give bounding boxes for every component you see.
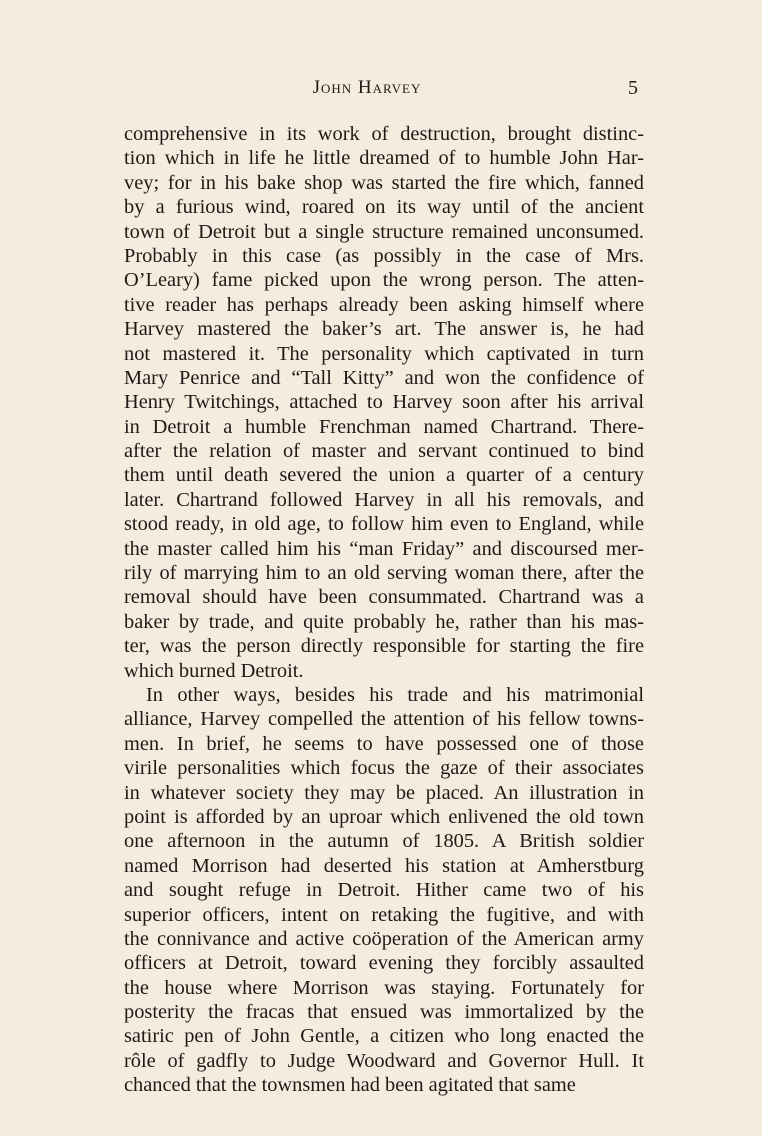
- text-line: comprehensive in its work of destruction, brought distinc-: [124, 123, 644, 145]
- paragraph: [124, 683, 644, 1098]
- page-number: 5: [628, 77, 638, 99]
- text-line: later. Chartrand followed Harvey in all his removals, and: [124, 488, 644, 511]
- text-line: Harvey mastered the baker’s art. The answer is, he had: [124, 318, 644, 341]
- text-line: tion which in life he little dreamed of to humble John Har-: [124, 147, 644, 170]
- text-line: one afternoon in the autumn of 1805. A British soldier: [124, 830, 644, 853]
- text-line: and sought refuge in Detroit. Hither came two of his: [124, 879, 644, 902]
- text-line: in whatever society they may be placed. An illustration in: [124, 781, 644, 804]
- text-line: Mary Penrice and “Tall Kitty” and won the confidence of: [124, 366, 644, 389]
- text-line: virile personalities which focus the gaze of their associates: [124, 757, 644, 780]
- text-line: the house where Morrison was staying. Fortunately for: [124, 976, 644, 999]
- text-line: by a furious wind, roared on its way until of the ancient: [124, 196, 644, 219]
- text-line: O’Leary) fame picked upon the wrong person. The atten-: [124, 269, 644, 292]
- text-line: which burned Detroit.: [124, 659, 304, 682]
- body-text: [124, 122, 644, 1098]
- running-head: [0, 74, 762, 102]
- text-line: town of Detroit but a single structure remained unconsumed.: [124, 220, 644, 243]
- text-line: tive reader has perhaps already been asking himself where: [124, 293, 644, 316]
- text-line: in Detroit a humble Frenchman named Chartrand. There-: [124, 415, 644, 438]
- text-line: In other ways, besides his trade and his matrimonial: [146, 683, 644, 706]
- running-title: John Harvey: [312, 77, 422, 98]
- text-line: superior officers, intent on retaking the fugitive, and with: [124, 903, 644, 926]
- text-line: alliance, Harvey compelled the attention of his fellow towns-: [124, 708, 644, 731]
- text-line: after the relation of master and servant continued to bind: [124, 440, 644, 463]
- text-line: not mastered it. The personality which captivated in turn: [124, 342, 644, 365]
- text-line: them until death severed the union a quarter of a century: [124, 464, 644, 487]
- text-line: the master called him his “man Friday” and discoursed mer-: [124, 537, 644, 560]
- text-line: rily of marrying him to an old serving woman there, after the: [124, 562, 644, 585]
- text-line: Henry Twitchings, attached to Harvey soon after his arrival: [124, 391, 644, 414]
- text-line: stood ready, in old age, to follow him even to England, while: [124, 513, 644, 536]
- text-line: ter, was the person directly responsible for starting the fire: [124, 635, 644, 658]
- text-line: baker by trade, and quite probably he, rather than his mas-: [124, 610, 644, 633]
- text-line: chanced that the townsmen had been agitated that same: [124, 1074, 576, 1097]
- text-line: point is afforded by an uproar which enlivened the old town: [124, 805, 644, 828]
- text-line: satiric pen of John Gentle, a citizen who long enacted the: [124, 1025, 644, 1048]
- text-line: officers at Detroit, toward evening they forcibly assaulted: [124, 952, 644, 975]
- text-line: posterity the fracas that ensued was immortalized by the: [124, 1001, 644, 1024]
- text-line: Probably in this case (as possibly in the case of Mrs.: [124, 244, 644, 267]
- text-line: vey; for in his bake shop was started the fire which, fanned: [124, 171, 644, 194]
- text-line: rôle of gadfly to Judge Woodward and Governor Hull. It: [124, 1049, 644, 1072]
- text-line: men. In brief, he seems to have possessed one of those: [124, 732, 644, 755]
- text-line: removal should have been consummated. Chartrand was a: [124, 586, 644, 609]
- text-line: named Morrison had deserted his station at Amherstburg: [124, 854, 644, 877]
- text-line: the connivance and active coöperation of the American army: [124, 927, 644, 950]
- paragraph: [124, 122, 644, 683]
